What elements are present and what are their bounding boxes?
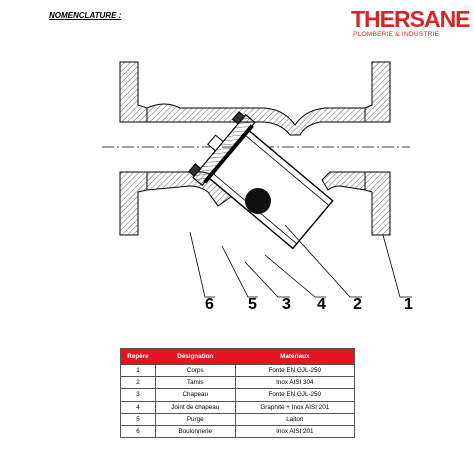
logo-word-part1: THERS	[351, 6, 424, 32]
cell-materiau: Inox AISI 304	[235, 377, 354, 389]
cell-materiau: Fonte EN GJL-250	[235, 365, 354, 377]
cell-designation: Corps	[155, 365, 235, 377]
logo-word-part2: ANE	[423, 6, 470, 32]
header-designation: Désignation	[155, 349, 235, 365]
logo-tagline: PLOMBERIE & INDUSTRIE	[353, 31, 440, 38]
table-header-row	[121, 349, 355, 365]
cell-repere: 1	[121, 365, 156, 377]
callout-2: 2	[353, 296, 362, 313]
right-flange	[365, 62, 390, 122]
cell-materiau: Laiton	[235, 413, 354, 425]
callout-3: 3	[282, 296, 291, 313]
callout-1: 1	[404, 296, 413, 313]
cell-designation: Chapeau	[155, 389, 235, 401]
cell-materiau: Inox AISI 201	[235, 425, 354, 437]
table-row	[121, 389, 355, 401]
callout-4: 4	[317, 296, 326, 313]
body-top-wall	[147, 104, 365, 135]
left-flange-bottom	[120, 172, 147, 235]
cell-materiau: Fonte EN GJL-250	[235, 389, 354, 401]
cell-repere: 3	[121, 389, 156, 401]
right-flange-bottom	[365, 172, 390, 235]
cell-materiau: Graphite + Inox AISI 201	[235, 401, 354, 413]
cell-designation: Boulonnerie	[155, 425, 235, 437]
table-row	[121, 365, 355, 377]
body-bottom-wall-right	[322, 172, 365, 190]
table-row	[121, 377, 355, 389]
header-materiaux: Matériaux	[235, 349, 354, 365]
callout-6: 6	[205, 296, 214, 313]
cell-designation: Purge	[155, 413, 235, 425]
callout-5: 5	[248, 296, 257, 313]
cell-designation: Tamis	[155, 377, 235, 389]
cell-repere: 4	[121, 401, 156, 413]
left-flange	[120, 62, 147, 122]
cell-repere: 2	[121, 377, 156, 389]
cell-repere: 6	[121, 425, 156, 437]
table-row	[121, 413, 355, 425]
cell-designation: Joint de chapeau	[155, 401, 235, 413]
header-repere: Repère	[121, 349, 156, 365]
nomenclature-title: NOMENCLATURE :	[49, 11, 122, 20]
table-row	[121, 401, 355, 413]
nomenclature-table	[120, 348, 355, 438]
table-row	[121, 425, 355, 437]
cell-repere: 5	[121, 413, 156, 425]
